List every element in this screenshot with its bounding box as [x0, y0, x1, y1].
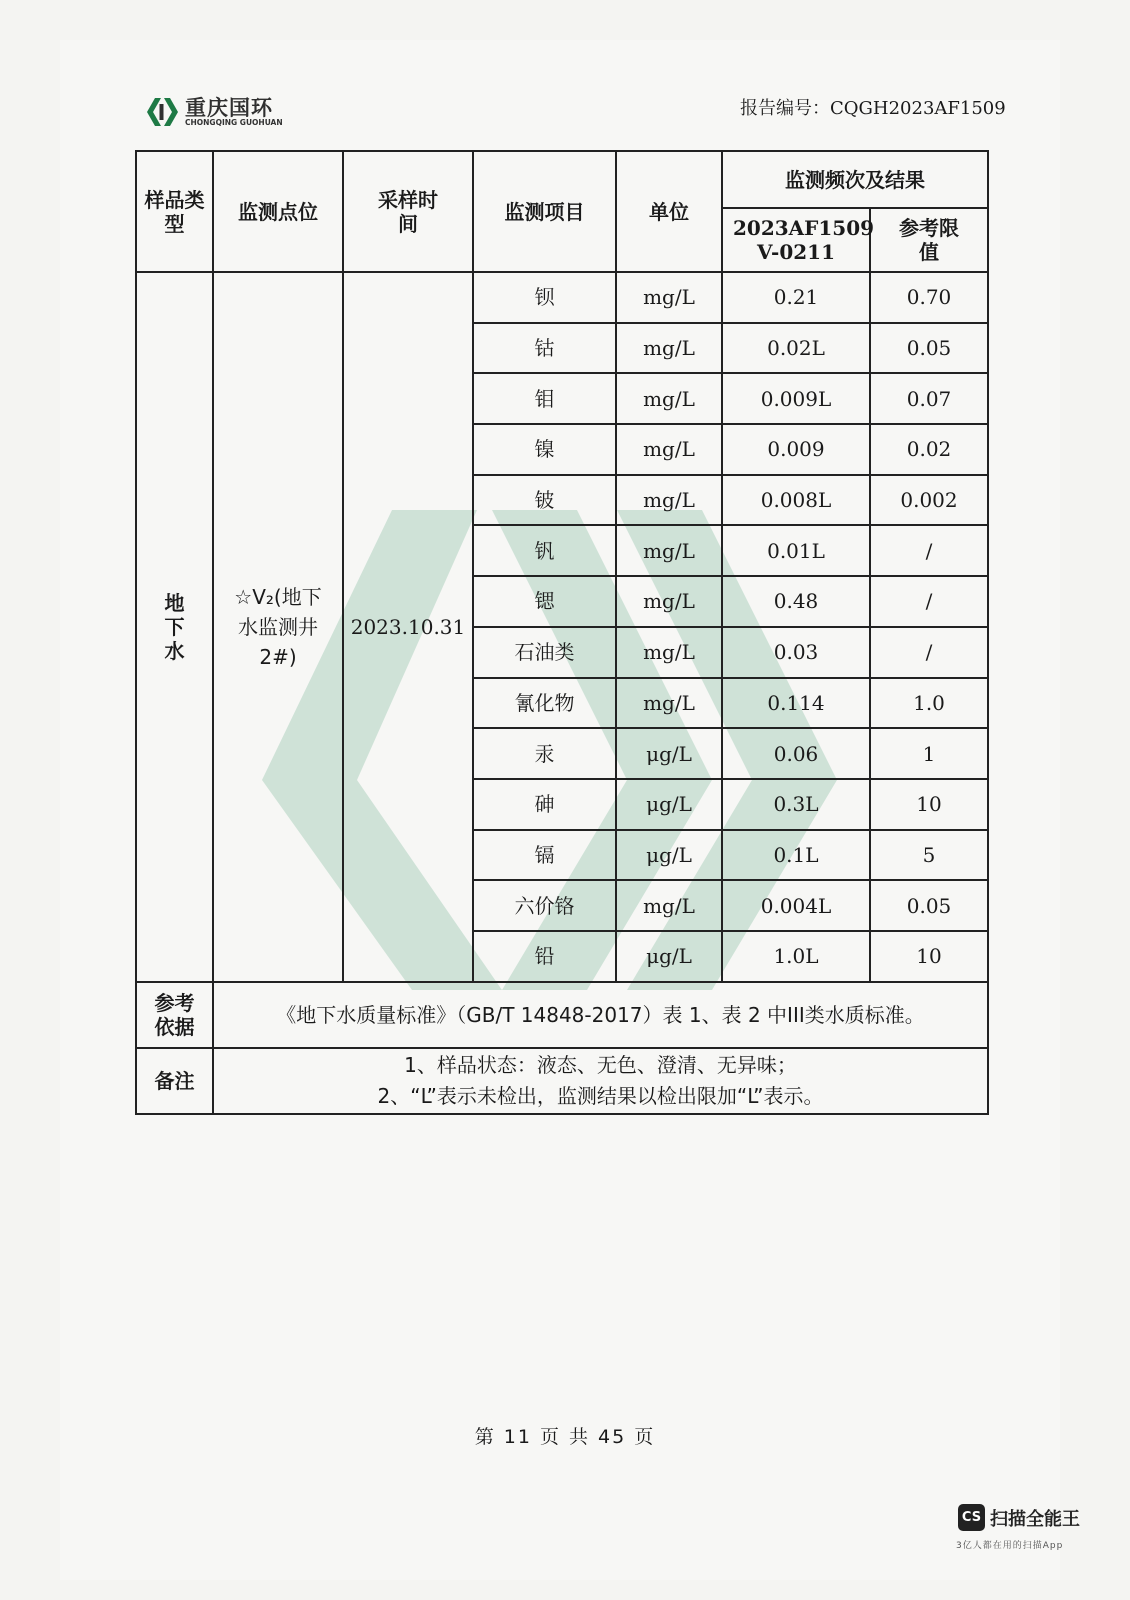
result-cell: 0.008L [722, 475, 870, 526]
item-cell: 镍 [473, 424, 616, 475]
report-number-value: CQGH2023AF1509 [830, 98, 1006, 119]
result-cell: 0.01L [722, 525, 870, 576]
unit-cell: μg/L [616, 728, 722, 779]
header-reference-limit: 参考限值 [870, 208, 988, 272]
item-cell: 镉 [473, 830, 616, 881]
result-cell: 0.48 [722, 576, 870, 627]
note-line: 1、样品状态：液态、无色、澄清、无异味； [404, 1052, 797, 1077]
cs-logo-icon: CS [958, 1504, 985, 1531]
unit-cell: μg/L [616, 830, 722, 881]
notes-cell [213, 1048, 988, 1114]
unit-cell: mg/L [616, 323, 722, 374]
unit-cell: mg/L [616, 576, 722, 627]
limit-cell: 0.07 [870, 373, 988, 424]
reference-label: 参考依据 [136, 982, 213, 1048]
unit-cell: mg/L [616, 880, 722, 931]
unit-cell: mg/L [616, 627, 722, 678]
header-item: 监测项目 [473, 151, 616, 272]
unit-cell: μg/L [616, 779, 722, 830]
limit-cell: 1.0 [870, 678, 988, 729]
header-sample-time: 采样时间 [343, 151, 473, 272]
limit-cell: 10 [870, 931, 988, 982]
company-logo [145, 92, 305, 134]
unit-cell: mg/L [616, 525, 722, 576]
note-line: 2、“L”表示未检出，监测结果以检出限加“L”表示。 [377, 1083, 824, 1108]
result-cell: 0.03 [722, 627, 870, 678]
table-row [136, 272, 988, 323]
result-cell: 0.114 [722, 678, 870, 729]
header-sample-code: 2023AF1509 V-0211 [722, 208, 870, 272]
unit-cell: mg/L [616, 424, 722, 475]
limit-cell: / [870, 627, 988, 678]
item-cell: 铅 [473, 931, 616, 982]
report-number-label: 报告编号： [740, 98, 830, 119]
header-results-group: 监测频次及结果 [722, 151, 988, 208]
limit-cell: 0.70 [870, 272, 988, 323]
unit-cell: mg/L [616, 272, 722, 323]
result-cell: 0.1L [722, 830, 870, 881]
item-cell: 石油类 [473, 627, 616, 678]
sample-time-cell: 2023.10.31 [343, 272, 473, 982]
item-cell: 钼 [473, 373, 616, 424]
unit-cell: mg/L [616, 475, 722, 526]
item-cell: 钴 [473, 323, 616, 374]
limit-cell: / [870, 525, 988, 576]
item-cell: 六价铬 [473, 880, 616, 931]
logo-mark-icon [145, 96, 181, 128]
limit-cell: 0.002 [870, 475, 988, 526]
result-cell: 0.009L [722, 373, 870, 424]
logo-chinese-name: 重庆国环 [185, 96, 273, 120]
result-cell: 0.009 [722, 424, 870, 475]
scanner-app-name: 扫描全能王 [990, 1509, 1080, 1530]
monitoring-results-table [135, 150, 989, 1115]
scanner-badge [953, 1500, 1093, 1560]
logo-english-name: CHONGQING GUOHUAN [185, 118, 283, 127]
header-sample-type: 样品类型 [136, 151, 213, 272]
result-cell: 1.0L [722, 931, 870, 982]
limit-cell: 0.05 [870, 880, 988, 931]
limit-cell: 0.05 [870, 323, 988, 374]
page-number: 第 11 页 共 45 页 [474, 1426, 656, 1448]
result-cell: 0.02L [722, 323, 870, 374]
result-cell: 0.21 [722, 272, 870, 323]
reference-row [136, 982, 988, 1048]
reference-text: 《地下水质量标准》（GB/T 14848-2017）表 1、表 2 中III类水质标准。 [213, 982, 988, 1048]
monitor-point-cell: ☆V₂(地下水监测井2#) [213, 272, 343, 982]
unit-cell: mg/L [616, 678, 722, 729]
item-cell: 汞 [473, 728, 616, 779]
notes-row [136, 1048, 988, 1114]
limit-cell: / [870, 576, 988, 627]
item-cell: 钒 [473, 525, 616, 576]
result-cell: 0.3L [722, 779, 870, 830]
report-number [740, 94, 1006, 120]
scanner-tagline: 3亿人都在用的扫描App [956, 1541, 1064, 1551]
notes-label: 备注 [136, 1048, 213, 1114]
result-cell: 0.06 [722, 728, 870, 779]
header-monitor-point: 监测点位 [213, 151, 343, 272]
limit-cell: 10 [870, 779, 988, 830]
unit-cell: μg/L [616, 931, 722, 982]
item-cell: 铍 [473, 475, 616, 526]
result-cell: 0.004L [722, 880, 870, 931]
limit-cell: 1 [870, 728, 988, 779]
item-cell: 氰化物 [473, 678, 616, 729]
limit-cell: 0.02 [870, 424, 988, 475]
item-cell: 砷 [473, 779, 616, 830]
limit-cell: 5 [870, 830, 988, 881]
unit-cell: mg/L [616, 373, 722, 424]
item-cell: 钡 [473, 272, 616, 323]
header-unit: 单位 [616, 151, 722, 272]
item-cell: 锶 [473, 576, 616, 627]
sample-type-cell: 地下水 [136, 272, 213, 982]
